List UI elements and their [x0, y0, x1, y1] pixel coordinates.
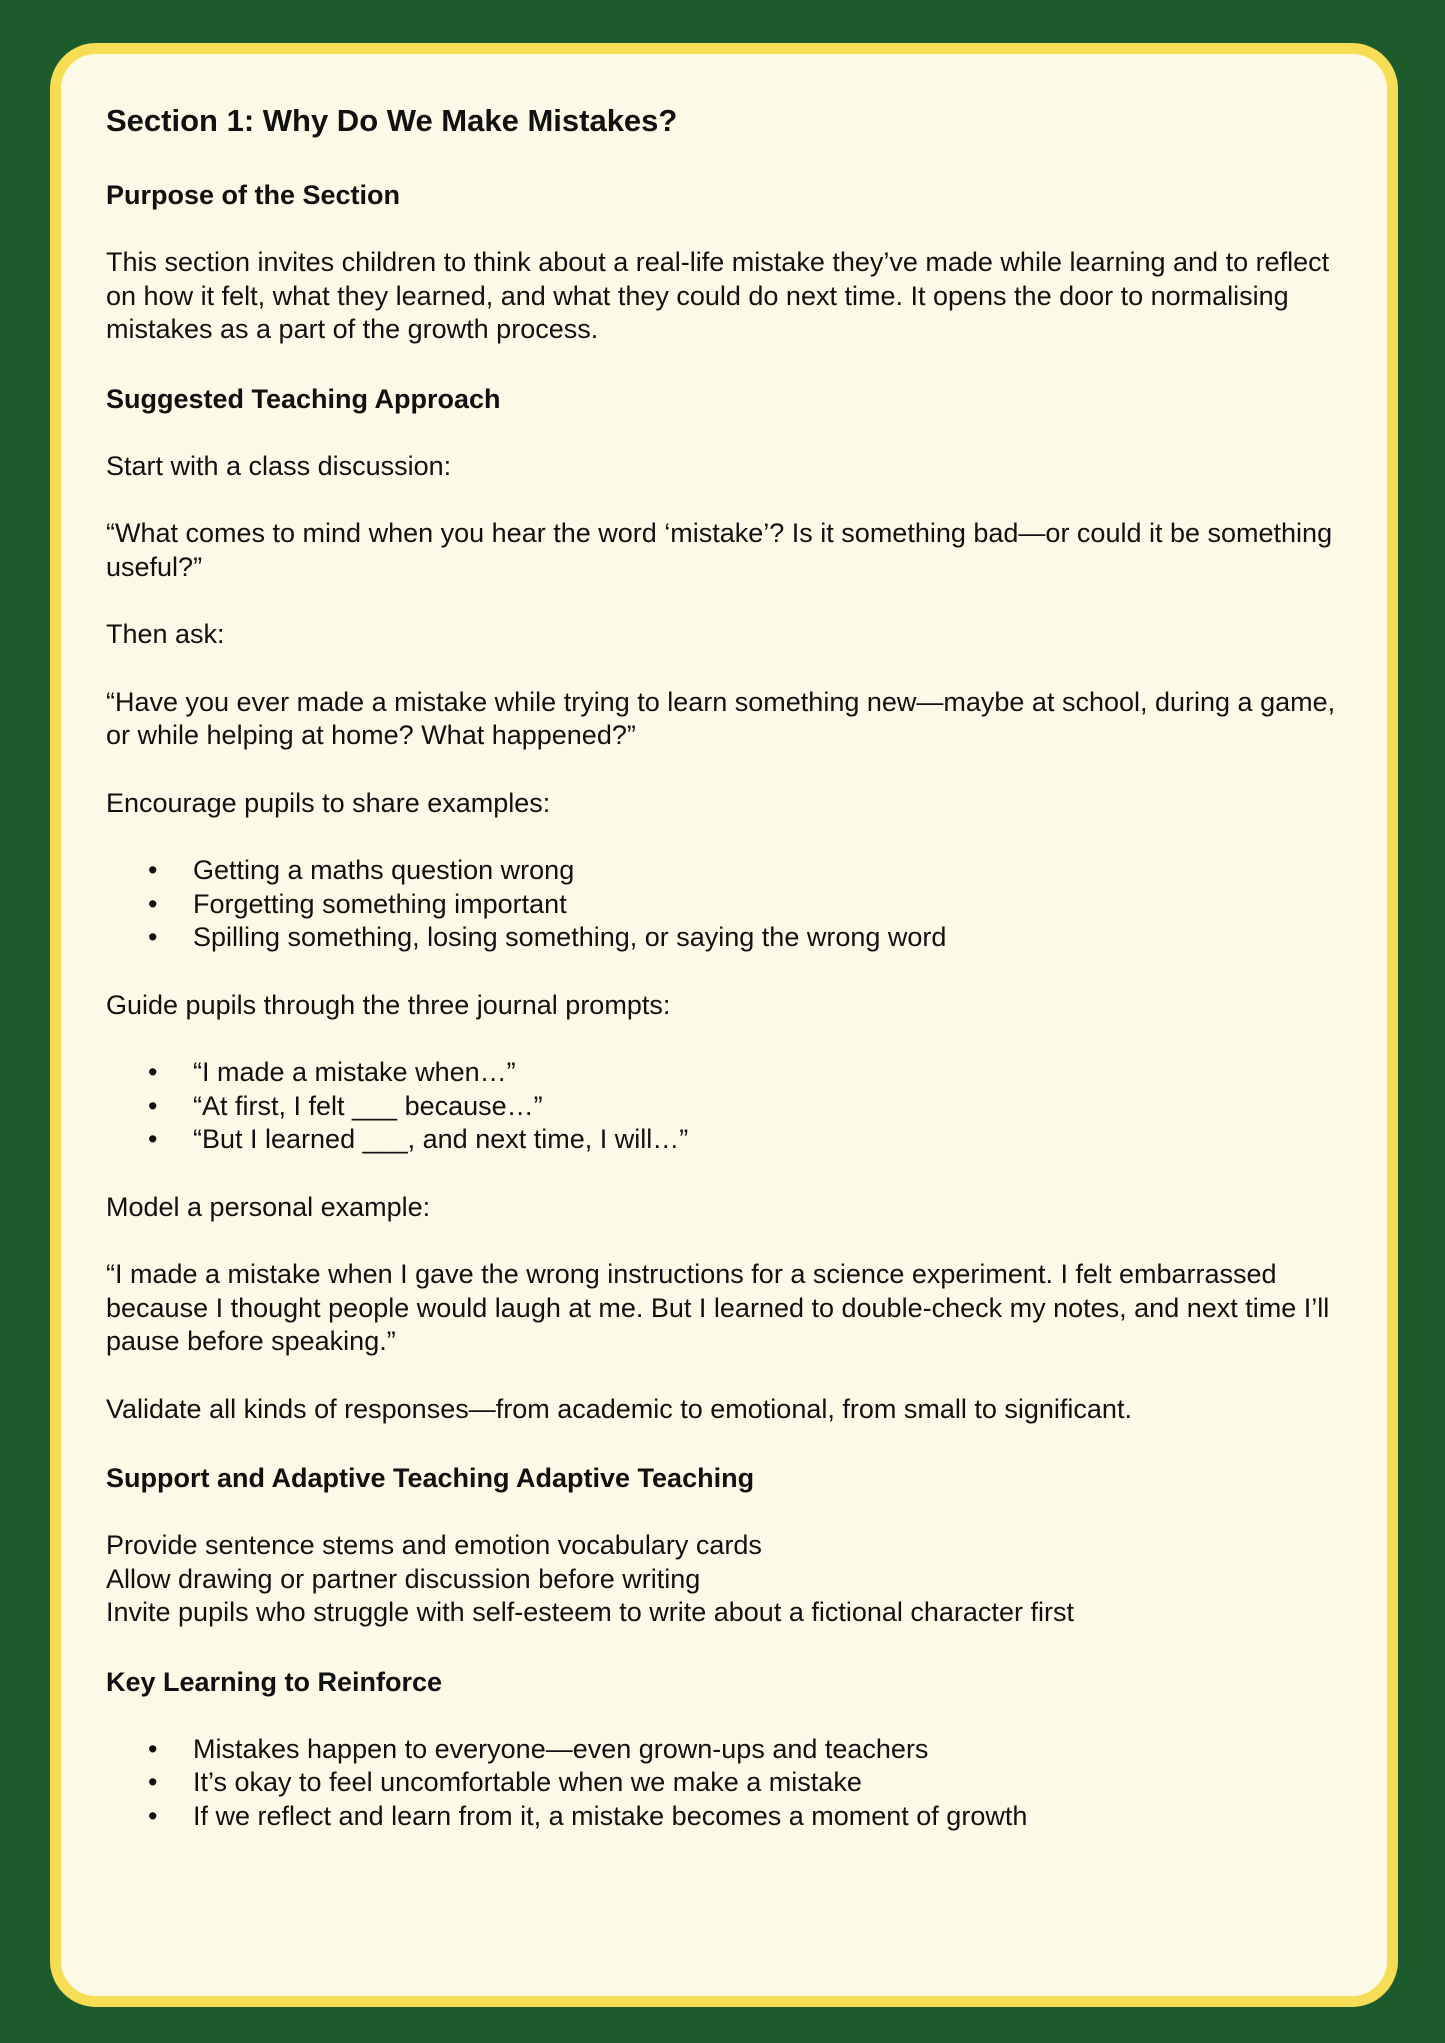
- examples-intro: Encourage pupils to share examples:: [106, 787, 551, 818]
- support-line: Invite pupils who struggle with self-esteem to write about a fictional character first: [106, 1597, 1074, 1627]
- support-heading: Support and Adaptive Teaching Adaptive Teaching: [106, 1463, 755, 1493]
- list-item: • Spilling something, losing something, or saying the wrong word: [106, 921, 1351, 955]
- approach-quote-1: “What comes to mind when you hear the word ‘mistake’? Is it something bad—or could it be something useful?”: [106, 518, 1333, 582]
- section-title: Section 1: Why Do We Make Mistakes?: [106, 103, 678, 138]
- approach-heading: Suggested Teaching Approach: [106, 383, 501, 414]
- examples-list: [106, 854, 1351, 955]
- approach-quote-2: “Have you ever made a mistake while trying to learn something new—maybe at school, during a game, or while helping at home? What happened?”: [106, 686, 1336, 750]
- key-learning-list: [106, 1733, 1351, 1834]
- purpose-heading: Purpose of the Section: [106, 180, 401, 210]
- list-item: • Forgetting something important: [106, 888, 1351, 922]
- list-item: • If we reflect and learn from it, a mistake becomes a moment of growth: [106, 1800, 1351, 1834]
- list-item: • Mistakes happen to everyone—even grown-ups and teachers: [106, 1733, 1351, 1767]
- approach-intro: Start with a class discussion:: [106, 450, 452, 481]
- list-item: • Getting a maths question wrong: [106, 854, 1351, 888]
- model-quote: “I made a mistake when I gave the wrong instructions for a science experiment. I felt embarrassed because I thought people would laugh at me. But I learned to double-check my notes, and next time I’ll pause before speaking.”: [106, 1259, 1330, 1356]
- support-line: Provide sentence stems and emotion vocabulary cards: [106, 1530, 762, 1560]
- support-lines: [106, 1529, 1351, 1630]
- purpose-text: This section invites children to think about a real-life mistake they’ve made while learning and to reflect on how it felt, what they learned, and what they could do next time. It opens the door to normalising mistakes as a part of the growth process.: [106, 247, 1330, 344]
- prompts-list: [106, 1056, 1351, 1157]
- list-item: • It’s okay to feel uncomfortable when we make a mistake: [106, 1766, 1351, 1800]
- list-item: • “I made a mistake when…”: [106, 1056, 1351, 1090]
- support-line: Allow drawing or partner discussion before writing: [106, 1563, 701, 1594]
- list-item: • “But I learned ___, and next time, I will…”: [106, 1123, 1351, 1157]
- document-content: [106, 98, 1351, 1867]
- list-item: • “At first, I felt ___ because…”: [106, 1090, 1351, 1124]
- key-learning-heading: Key Learning to Reinforce: [106, 1666, 443, 1697]
- then-ask: Then ask:: [106, 619, 225, 649]
- validate-text: Validate all kinds of responses—from academic to emotional, from small to significant.: [106, 1393, 1132, 1424]
- model-intro: Model a personal example:: [106, 1191, 431, 1222]
- prompts-intro: Guide pupils through the three journal prompts:: [106, 989, 671, 1020]
